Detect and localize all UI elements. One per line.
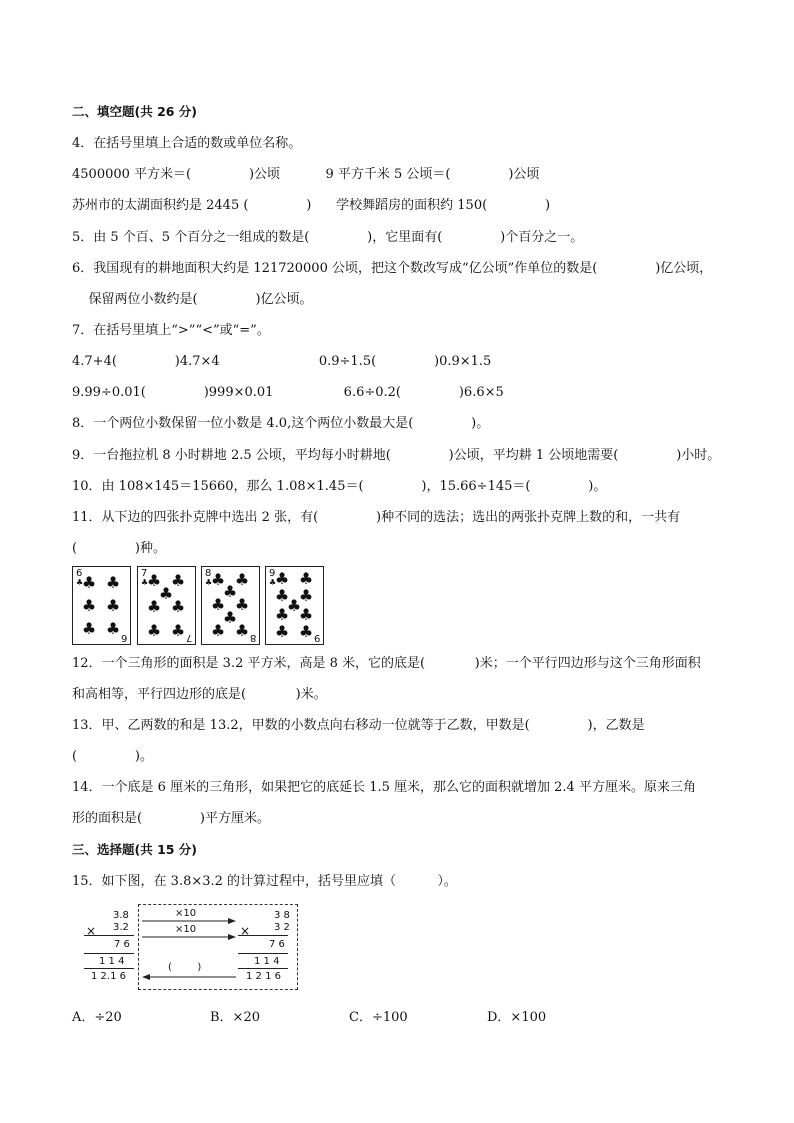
playing-card-9	[265, 566, 324, 645]
right-result: 1 2 1 6	[246, 971, 281, 982]
question-8: 8．一个两位小数保留一位小数是 4.0,这个两位小数最大是( )。	[72, 416, 490, 431]
option-c[interactable]: C．÷100	[349, 1010, 408, 1025]
question-14-line-2: 形的面积是( )平方厘米。	[72, 811, 270, 826]
club-icon: ♣	[234, 621, 250, 640]
question-4-stem: 4．在括号里填上合适的数或单位名称。	[72, 136, 302, 151]
right-rule-2	[238, 953, 288, 954]
club-icon: ♣	[274, 605, 290, 624]
left-rule-2	[84, 953, 134, 954]
question-4-line-1: 4500000 平方米＝( )公顷 9 平方千米 5 公顷＝( )公顷	[72, 167, 540, 182]
question-13-line-2: ( )。	[72, 749, 153, 764]
question-7-line-1: 4.7+4( )4.7×4 0.9÷1.5( )0.9×1.5	[72, 354, 492, 369]
club-icon: ♣	[170, 621, 186, 640]
arrow-label-3: ( )	[168, 962, 202, 973]
right-partial-2: 1 1 4	[254, 956, 280, 967]
club-icon: ♣	[146, 571, 162, 590]
left-times-sign: ×	[86, 924, 97, 938]
club-icon: ♣	[274, 586, 290, 605]
question-9: 9．一台拖拉机 8 小时耕地 2.5 公顷，平均每小时耕地( )公顷，平均耕 1 公顷地需要( )小时。	[72, 448, 721, 463]
playing-card-6	[72, 566, 131, 645]
left-result: 1 2.1 6	[91, 971, 126, 982]
right-partial-1: 7 6	[269, 939, 285, 950]
card-rank: 8	[249, 632, 256, 643]
club-icon: ♣	[298, 569, 314, 588]
club-icon: ♣	[141, 578, 149, 587]
club-icon: ♣	[76, 578, 84, 587]
right-multiplicand: 3 8	[274, 910, 290, 921]
club-icon: ♣	[210, 570, 226, 589]
card-rank: 6	[76, 568, 83, 579]
left-partial-1: 7 6	[114, 939, 130, 950]
question-4-line-2: 苏州市的太湖面积约是 2445 ( ) 学校舞蹈房的面积约 150( )	[72, 198, 551, 213]
playing-card-8	[201, 566, 260, 645]
club-icon: ♣	[81, 596, 97, 615]
card-rank: 7	[185, 632, 192, 643]
club-icon: ♣	[210, 621, 226, 640]
playing-cards	[72, 566, 332, 646]
club-icon: ♣	[158, 584, 174, 603]
left-multiplicand: 3.8	[113, 910, 129, 921]
card-rank: 9	[313, 632, 320, 643]
left-arrow-icon	[142, 973, 236, 981]
club-icon: ♣	[210, 595, 226, 614]
club-icon: ♣	[105, 573, 121, 592]
option-d[interactable]: D．×100	[487, 1010, 547, 1025]
question-7-stem: 7．在括号里填上“>”“<”或“=”。	[72, 323, 270, 338]
left-rule-3	[84, 968, 134, 969]
question-6-line-1: 6．我国现有的耕地面积大约是 121720000 公顷，把这个数改写成“亿公顷”作单位的数是( )亿公顷，	[72, 261, 713, 276]
question-7-line-2: 9.99÷0.01( )999×0.01 6.6÷0.2( )6.6×5	[72, 385, 504, 400]
club-icon: ♣	[81, 573, 97, 592]
arrow-label-1: ×10	[175, 908, 197, 919]
playing-card-7	[137, 566, 196, 645]
question-12-line-1: 12．一个三角形的面积是 3.2 平方米，高是 8 米，它的底是( )米；一个平行四边形与这个三角形面积	[72, 656, 701, 671]
club-icon: ♣	[205, 578, 213, 587]
club-icon: ♣	[81, 619, 97, 638]
question-15-stem: 15．如下图，在 3.8×3.2 的计算过程中，括号里应填（ ）。	[72, 874, 457, 889]
club-icon: ♣	[222, 582, 238, 601]
club-icon: ♣	[269, 578, 277, 587]
club-icon: ♣	[105, 619, 121, 638]
card-rank: 8	[205, 568, 212, 579]
club-icon: ♣	[146, 597, 162, 616]
club-icon: ♣	[274, 569, 290, 588]
club-icon: ♣	[234, 570, 250, 589]
right-multiplier: 3 2	[274, 922, 290, 933]
club-icon: ♣	[146, 621, 162, 640]
question-13-line-1: 13．甲、乙两数的和是 13.2，甲数的小数点向右移动一位就等于乙数，甲数是( )，乙数是	[72, 718, 645, 733]
question-5: 5．由 5 个百、5 个百分之一组成的数是( )，它里面有( )个百分之一。	[72, 230, 584, 245]
left-multiplier: 3.2	[113, 922, 129, 933]
question-14-line-1: 14．一个底是 6 厘米的三角形，如果把它的底延长 1.5 厘米，那么它的面积就增加 2.4 平方厘米。原来三角	[72, 780, 696, 795]
club-icon: ♣	[298, 586, 314, 605]
card-rank: 9	[269, 568, 276, 579]
section-heading-multiple-choice: 三、选择题(共 15 分)	[72, 842, 198, 857]
club-icon: ♣	[298, 605, 314, 624]
arrow-label-2: ×10	[175, 924, 197, 935]
right-arrow-icon	[142, 933, 236, 941]
option-a[interactable]: A．÷20	[72, 1010, 122, 1025]
question-12-line-2: 和高相等，平行四边形的底是( )米。	[72, 687, 327, 702]
right-rule-1	[238, 935, 288, 936]
question-6-line-2: 保留两位小数约是( )亿公顷。	[72, 292, 313, 307]
card-rank: 7	[141, 568, 148, 579]
question-11-line-2: ( )种。	[72, 541, 166, 556]
club-icon: ♣	[170, 571, 186, 590]
multiplication-diagram	[80, 904, 300, 992]
question-10: 10．由 108×145＝15660，那么 1.08×1.45＝( )，15.66÷145＝( )。	[72, 479, 607, 494]
option-b[interactable]: B．×20	[210, 1010, 260, 1025]
club-icon: ♣	[298, 622, 314, 641]
right-rule-3	[238, 968, 288, 969]
card-rank: 6	[120, 632, 127, 643]
club-icon: ♣	[286, 596, 302, 615]
club-icon: ♣	[234, 595, 250, 614]
club-icon: ♣	[105, 596, 121, 615]
club-icon: ♣	[222, 608, 238, 627]
section-heading-fill-blank: 二、填空题(共 26 分)	[72, 104, 198, 119]
right-times-sign: ×	[240, 924, 251, 938]
club-icon: ♣	[274, 622, 290, 641]
question-11-line-1: 11．从下边的四张扑克牌中选出 2 张，有( )种不同的选法；选出的两张扑克牌上数的和，一共有	[72, 510, 681, 525]
club-icon: ♣	[170, 597, 186, 616]
left-rule-1	[84, 935, 134, 936]
left-partial-2: 1 1 4	[99, 956, 125, 967]
